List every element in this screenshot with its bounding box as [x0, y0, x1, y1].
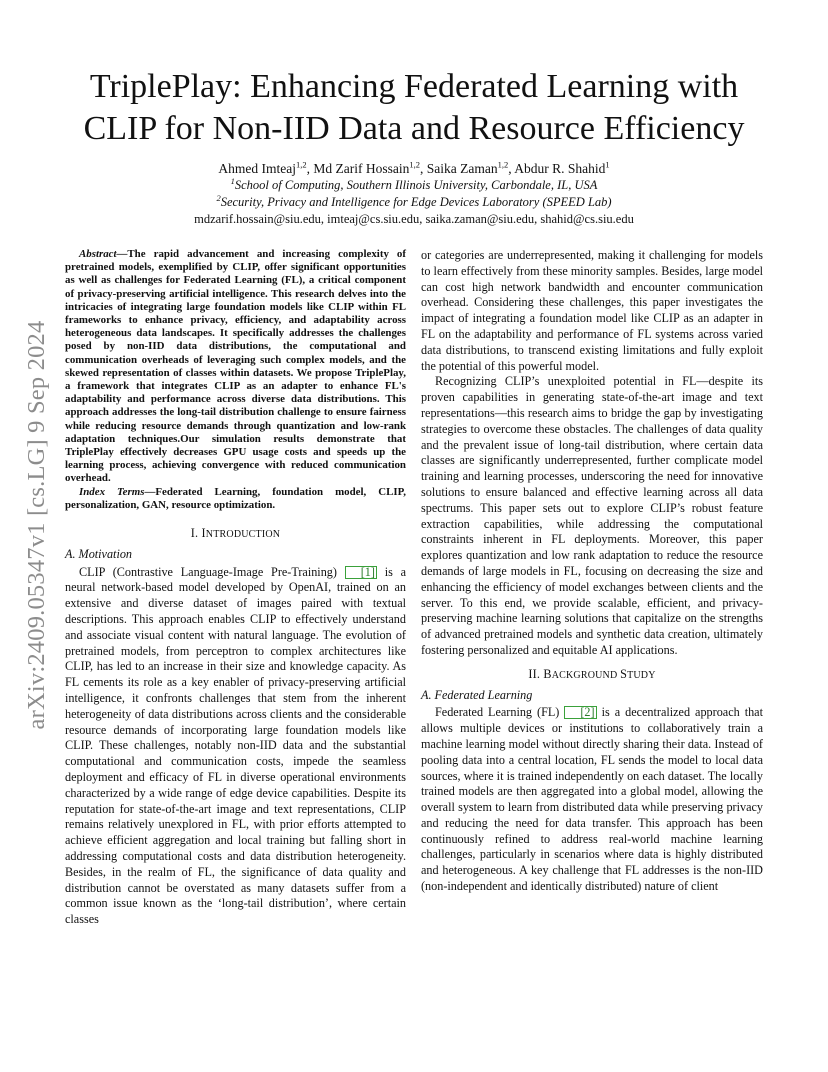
right-column — [421, 248, 763, 895]
paragraph-text: is a decentralized approach that allows multiple devices or institutions to collaboratively train a machine learning model without directly sharing their data. Instead of pooling data into a central location, FL sends the model to local data sources, where it is trained independently on each dataset. The locally trained models are then aggregated into a global model, allowing the overall system to learn from distributed data while preserving privacy and reducing the need for data transfer. This approach has been continuously refined to address real-world machine learning challenges, particularly in scenarios where data is highly distributed and heterogeneous. A key challenge that FL addresses is the non-IID (non-independent and identically distributed) nature of client — [421, 705, 763, 894]
section-number: I. — [190, 526, 202, 541]
abstract — [65, 248, 406, 486]
index-terms — [65, 486, 406, 512]
paper-title — [60, 66, 768, 150]
author-affiliation-mark: 1 — [605, 159, 610, 170]
author-name: Saika Zaman — [426, 161, 498, 176]
author-list — [60, 160, 768, 177]
author-separator: , — [419, 161, 427, 176]
section-heading-background — [421, 667, 763, 684]
citation-link[interactable]: [2] — [564, 706, 596, 719]
arxiv-identifier: arXiv:2409.05347v1 [cs.LG] 9 Sep 2024 — [23, 320, 50, 730]
index-terms-label: Index Terms — [79, 485, 145, 498]
paragraph-text: CLIP (Contrastive Language-Image Pre-Training) — [79, 564, 345, 579]
section-initial: I — [201, 526, 206, 541]
index-terms-text: —Federated Learning, foundation model, CLIP, personalization, GAN, resource optimization. — [65, 485, 406, 511]
author-name: Md Zarif Hossain — [313, 161, 410, 176]
section-smallcaps: ACKGROUND — [551, 669, 621, 681]
affiliation-1 — [60, 177, 768, 194]
citation-link[interactable]: [1] — [345, 566, 377, 579]
author-affiliation-mark: 1,2 — [497, 159, 509, 170]
author-affiliation-mark: 1,2 — [409, 159, 420, 170]
section-smallcaps: NTRODUCTION — [205, 529, 281, 541]
body-paragraph — [421, 705, 763, 895]
paragraph-text: Federated Learning (FL) — [435, 705, 565, 720]
subsection-heading-federated-learning: A. Federated Learning — [421, 687, 533, 702]
abstract-text: —The rapid advancement and increasing complexity of pretrained models, exemplified by CLIP, offer significant opportunities as well as challenges for Federated Learning (FL), a critical component of privacy-preserving artificial intelligence. This research delves into the intricacies of integrating large foundation models like CLIP within FL frameworks to enhance privacy, efficiency, and adaptability across heterogeneous data landscapes. It specifically addresses the challenges posed by non-IID data distributions, the computational and communication overheads of leveraging such complex models, and the skewed representation of classes within datasets. We propose TriplePlay, a framework that integrates CLIP as an adapter to enhance FL's adaptability and performance across diverse data distributions. This approach addresses the long-tail distribution challenge to ensure fairness while reducing resource demands through quantization and low-rank adaptation techniques.Our simulation results demonstrate that TriplePlay effectively decreases GPU usage costs and speeds up the learning process, achieving convergence with reduced communication overhead. — [65, 248, 406, 485]
author-block — [60, 160, 768, 228]
body-paragraph — [65, 565, 406, 928]
affiliation-2 — [60, 194, 768, 211]
arxiv-sidebar — [12, 290, 62, 760]
section-heading-introduction — [65, 526, 406, 543]
author-separator: , — [508, 161, 515, 176]
affiliation-text: School of Computing, Southern Illinois University, Carbondale, IL, USA — [234, 178, 598, 192]
author-affiliation-mark: 1,2 — [296, 159, 307, 170]
author-name: Ahmed Imteaj — [218, 161, 296, 176]
affiliation-mark: 2 — [216, 192, 221, 203]
title-line-1: TriplePlay: Enhancing Federated Learning with — [89, 68, 739, 105]
left-column — [65, 248, 406, 928]
abstract-label: Abstract — [79, 248, 117, 260]
section-initial: B — [543, 666, 552, 681]
author-separator: , — [306, 161, 314, 176]
author-name: Abdur R. Shahid — [514, 161, 606, 176]
affiliation-text: Security, Privacy and Intelligence for Edge Devices Laboratory (SPEED Lab) — [220, 195, 612, 209]
body-paragraph: Recognizing CLIP’s unexploited potential in FL—despite its proven capabilities in generating state-of-the-art image and text representations—this research aims to bridge the gap by investigating strategies to overcome these obstacles. The challenges of data quality and the prevalent issue of long-tail distribution, where certain data classes are significantly underrepresented, further complicate model training and learning processes, underscoring the need for innovative solutions to ensure balanced and effective learning across all data spectrums. This paper sets out to explore CLIP’s robust feature extraction capabilities, while addressing the computational constraints inherent in FL deployments. Moreover, this paper explores quantization and low rank adaptation to reduce the resource demands of large models in FL, focusing on decreasing the size and enhancing the efficiency of model exchanges between clients and the server. To this end, we provide scalable, efficient, and privacy-preserving machine learning solutions that capitalize on the strengths of advanced pretrained models and synthetic data creation, ultimately fostering personalized and equitable AI applications. — [421, 374, 763, 657]
section-number: II. — [528, 666, 544, 681]
paragraph-text: is a neural network-based model developed by OpenAI, trained on an extensive and diverse dataset of images paired with textual descriptions. This approach enables CLIP to effectively understand and associate visual content with natural language. The evolution of pretrained models, from perceptron to complex architectures like CLIP, has led to an increase in their size and knowledge capacity. As FL cements its role as a key enabler of privacy-preserving artificial intelligence, it confronts challenges that stem from the inherent heterogeneity of data distributions across clients and the considerable resource demands of incorporating large foundation models like CLIP. These challenges, notably non-IID data and the substantial computational and communication costs, impede the seamless deployment and efficacy of FL in diverse operational environments characterized by a wide range of edge device capabilities. Despite its reputation for state-of-the-art image and text representations, CLIP remains relatively unexplored in FL, with prior efforts attempted to achieve efficient aggregation and local training but falling short in addressing computational costs and data distribution heterogeneity. Besides, in the realm of FL, the significance of data quality and distribution cannot be overstated as many datasets suffer from a common issue known as the ‘long-tail distribution’, where certain classes — [65, 564, 406, 927]
subsection-heading-motivation: A. Motivation — [65, 546, 133, 561]
title-line-2: CLIP for Non-IID Data and Resource Efficiency — [83, 110, 745, 147]
section-initial: S — [620, 666, 628, 681]
author-emails: mdzarif.hossain@siu.edu, imteaj@cs.siu.edu, saika.zaman@siu.edu, shahid@cs.siu.edu — [194, 212, 634, 226]
affiliation-mark: 1 — [230, 175, 235, 186]
section-smallcaps: TUDY — [627, 669, 656, 681]
body-paragraph: or categories are underrepresented, making it challenging for models to learn effectively from these minority samples. Besides, large model can cost high network bandwidth and encounter communication overhead. Considering these challenges, this paper investigates the impact of integrating a foundation model like CLIP as an adapter in FL on the adaptability and performance of FL systems across varied data distributions, to transcend existing limitations and fully exploit the potential of this powerful model. — [421, 248, 763, 373]
